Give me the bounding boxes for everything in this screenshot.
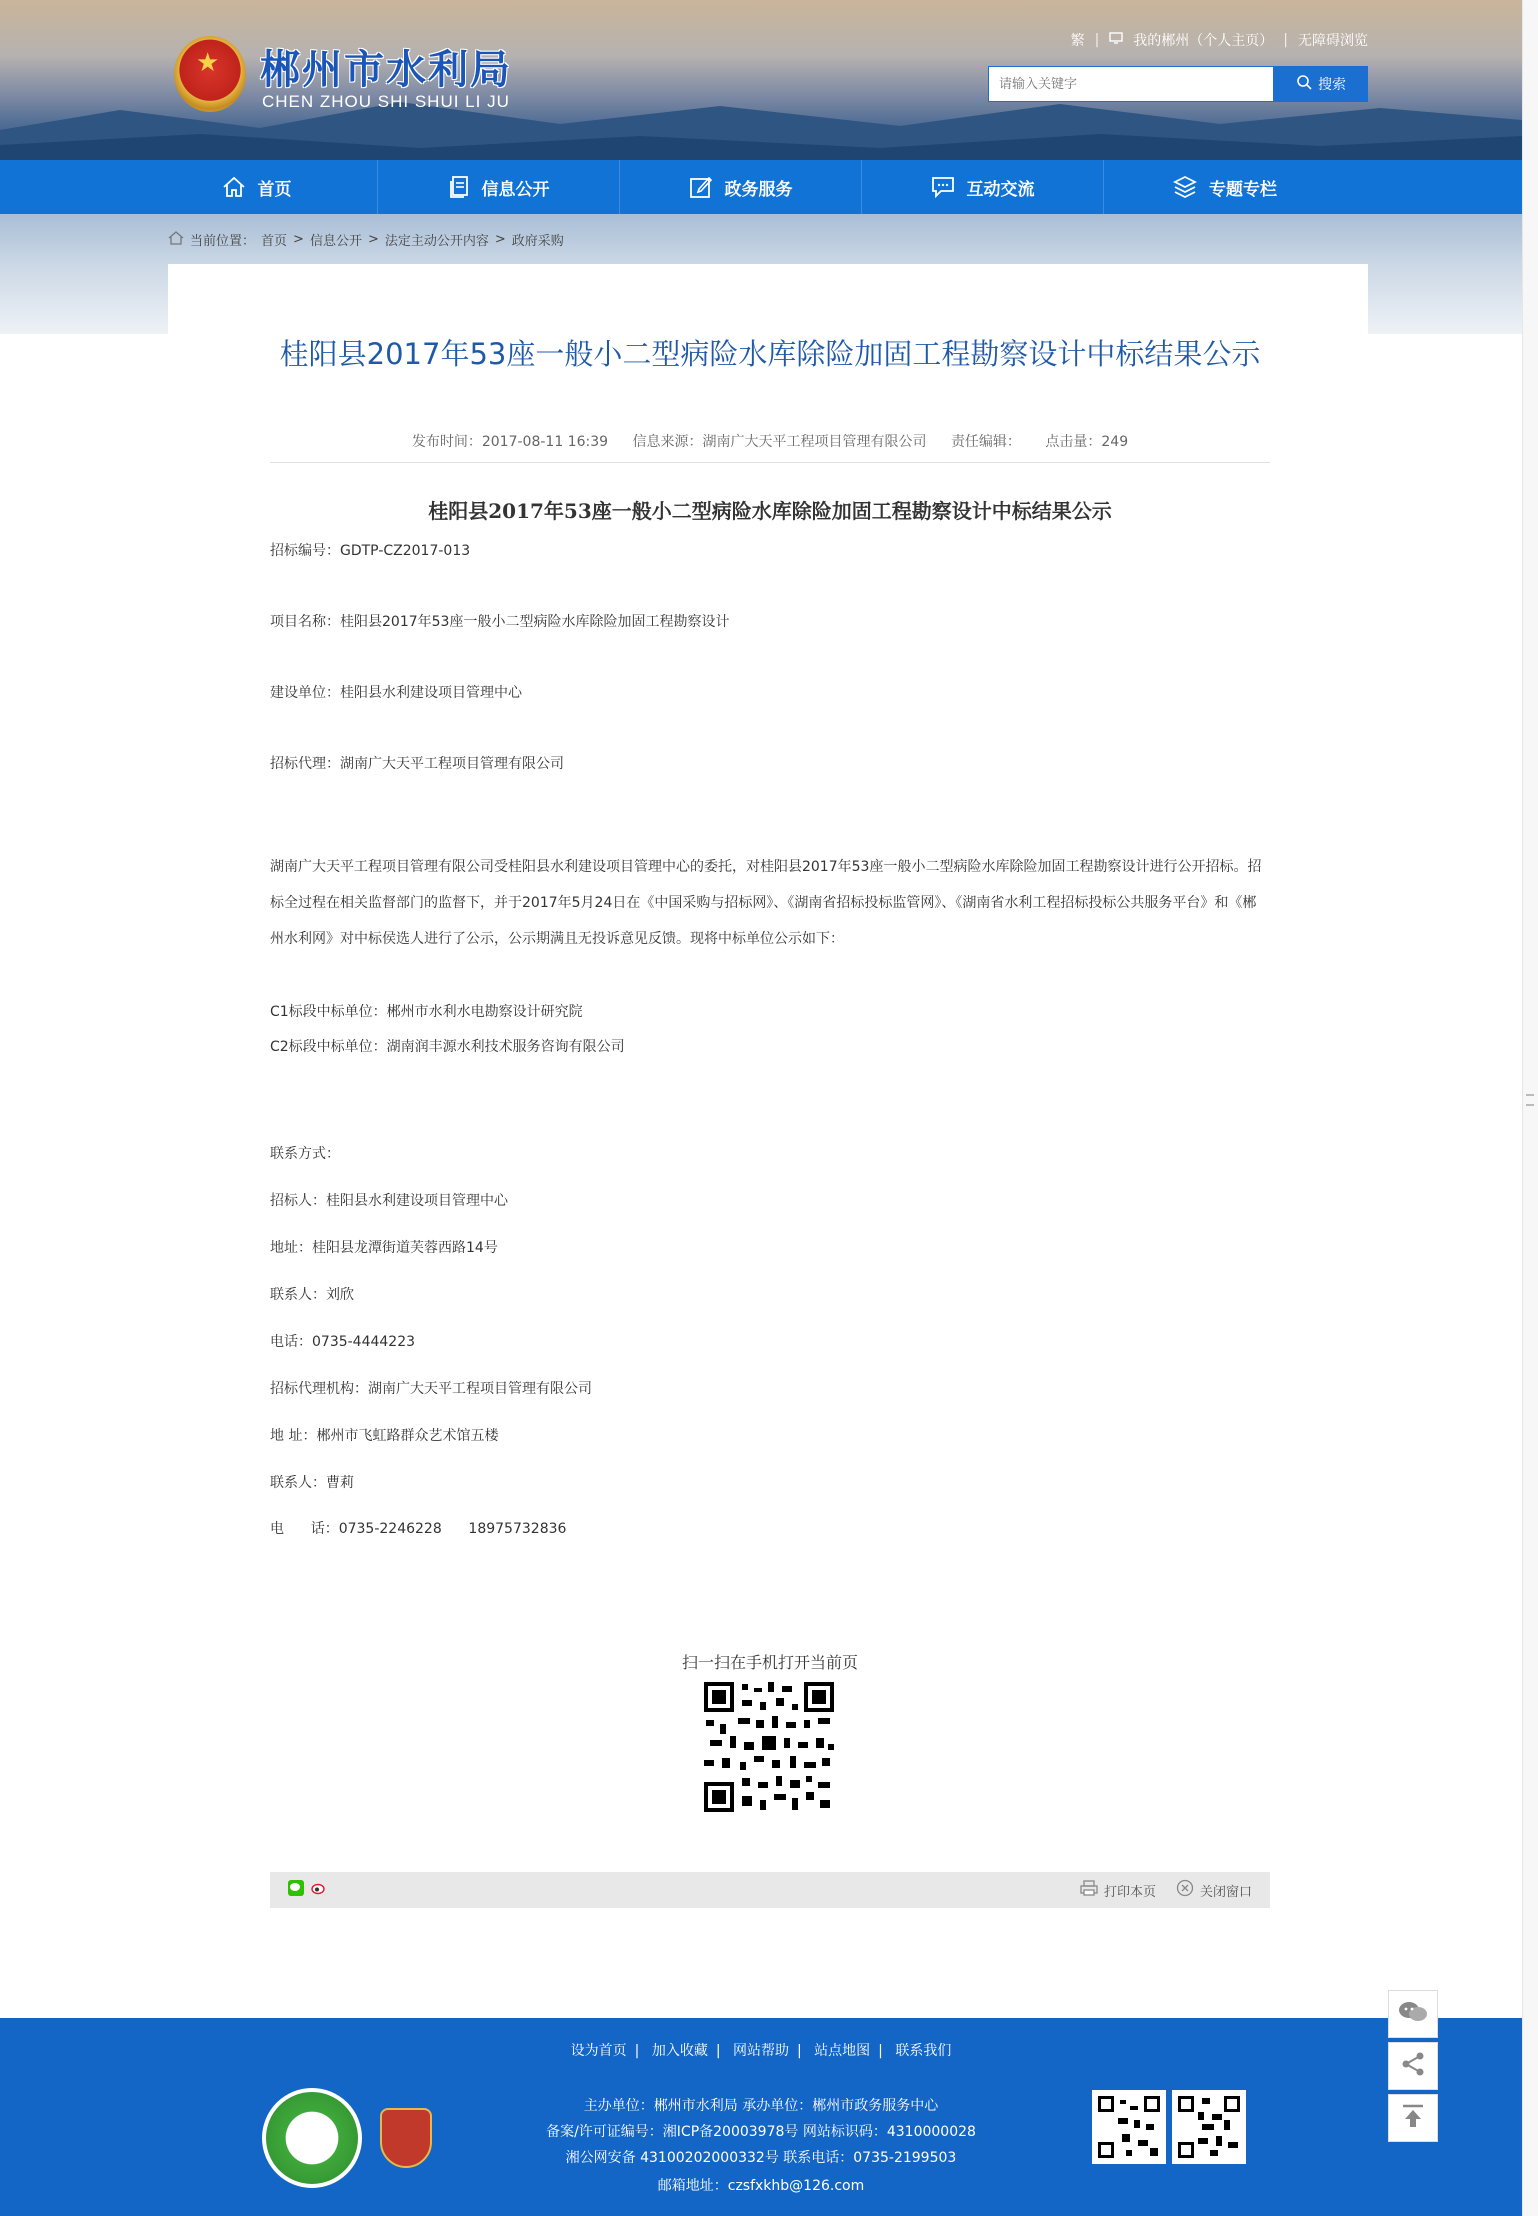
printer-icon [1080, 1879, 1098, 1901]
footer-link-set-homepage[interactable]: 设为首页 [570, 2043, 627, 2059]
breadcrumb-gov-procurement[interactable]: 政府采购 [511, 234, 564, 249]
breadcrumb [168, 230, 564, 249]
nav-item-gov-services[interactable] [620, 160, 862, 214]
main-nav [0, 160, 1522, 214]
nav-label: 首页 [257, 179, 292, 200]
bid-number: 招标编号：GDTP-CZ2017-013 [270, 543, 471, 559]
window-scrollbar[interactable] [1522, 0, 1538, 2216]
search-button-label: 搜索 [1318, 77, 1346, 93]
my-homepage-link[interactable]: 我的郴州（个人主页） [1133, 33, 1274, 49]
contact-line: 电话：0735-4444223 [270, 1334, 416, 1350]
search-input[interactable] [988, 66, 1274, 102]
close-icon [1176, 1879, 1194, 1901]
divider [270, 462, 1270, 463]
search-button[interactable] [1274, 66, 1368, 102]
footer-police: 湘公网安备 43100202000332号 联系电话：0735-2199503 [565, 2150, 957, 2166]
info-source: 信息来源：湖南广大天平工程项目管理有限公司 [632, 434, 927, 450]
construction-unit: 建设单位：桂阳县水利建设项目管理中心 [270, 685, 522, 701]
tender-agent: 招标代理：湖南广大天平工程项目管理有限公司 [270, 756, 564, 772]
separator: | [1283, 32, 1288, 48]
article-toolbar [270, 1872, 1270, 1908]
article-meta [270, 431, 1270, 451]
contact-heading: 联系方式： [270, 1146, 340, 1162]
project-name: 项目名称：桂阳县2017年53座一般小二型病险水库除险加固工程勘察设计 [270, 614, 730, 630]
winner-c1: C1标段中标单位：郴州市水利水电勘察设计研究院 [270, 1004, 583, 1020]
nav-label: 信息公开 [481, 179, 550, 200]
footer-link-help[interactable]: 网站帮助 [733, 2043, 789, 2059]
nav-item-special-topics[interactable] [1104, 160, 1346, 214]
site-footer [0, 2018, 1522, 2216]
site-subtitle: CHEN ZHOU SHI SHUI LI JU [262, 92, 510, 111]
contact-line: 联系人：刘欣 [270, 1287, 354, 1303]
view-count: 点击量：249 [1045, 434, 1129, 450]
scrollbar-grip[interactable] [1526, 1094, 1534, 1106]
contact-line: 电 话：0735-2246228 18975732836 [270, 1521, 567, 1537]
close-label: 关闭窗口 [1199, 1884, 1252, 1900]
float-share-button[interactable] [1388, 2042, 1438, 2090]
search-bar [988, 66, 1368, 102]
editor: 责任编辑： [950, 434, 1021, 450]
article-title: 桂阳县2017年53座一般小二型病险水库除险加固工程勘察设计中标结果公示 [279, 337, 1261, 371]
float-back-to-top-button[interactable] [1388, 2094, 1438, 2142]
contact-line: 地 址：郴州市飞虹路群众艺术馆五楼 [270, 1428, 499, 1444]
footer-sponsor: 主办单位：郴州市水利局 承办单位：郴州市政务服务中心 [583, 2098, 939, 2114]
weibo-share-icon[interactable] [310, 1880, 326, 1900]
monitor-icon [1109, 32, 1123, 48]
nav-label: 互动交流 [966, 179, 1035, 200]
nav-item-info-disclosure[interactable] [378, 160, 620, 214]
wechat-icon [1398, 2000, 1428, 2028]
breadcrumb-separator: > [367, 232, 379, 247]
site-title[interactable]: 郴州市水利局 [260, 47, 512, 93]
contact-line: 招标代理机构：湖南广大天平工程项目管理有限公司 [270, 1381, 592, 1397]
toolbar-actions [1080, 1879, 1252, 1901]
back-to-top-icon [1401, 2103, 1425, 2133]
contact-line: 招标人：桂阳县水利建设项目管理中心 [270, 1193, 508, 1209]
print-label: 打印本页 [1103, 1884, 1156, 1900]
breadcrumb-info-disclosure[interactable]: 信息公开 [309, 234, 362, 249]
breadcrumb-prefix: 当前位置： [190, 234, 256, 249]
breadcrumb-statutory-content[interactable]: 法定主动公开内容 [384, 234, 489, 249]
article-subtitle: 桂阳县2017年53座一般小二型病险水库除险加固工程勘察设计中标结果公示 [428, 499, 1112, 523]
share-buttons [288, 1880, 326, 1900]
close-window-button[interactable] [1176, 1879, 1252, 1901]
footer-links: 设为首页 | 加入收藏 | 网站帮助 | 站点地图 | 联系我们 [570, 2043, 952, 2059]
footer-email: 邮箱地址：czsfxkhb@126.com [657, 2178, 865, 2194]
search-icon [1296, 74, 1312, 94]
publish-time: 发布时间：2017-08-11 16:39 [411, 434, 609, 450]
site-header [0, 0, 1522, 160]
nav-item-home[interactable] [136, 160, 378, 214]
nav-label: 政务服务 [724, 179, 793, 200]
footer-qr-code [1172, 2090, 1246, 2164]
breadcrumb-separator: > [293, 232, 304, 247]
document-icon [448, 175, 470, 199]
layers-icon [1173, 175, 1197, 199]
footer-link-bookmark[interactable]: 加入收藏 [651, 2043, 708, 2059]
nav-item-interaction[interactable] [862, 160, 1104, 214]
footer-link-contact[interactable]: 联系我们 [895, 2043, 952, 2059]
breadcrumb-separator: > [494, 232, 506, 247]
home-icon [168, 231, 184, 249]
national-emblem-logo: ★ [174, 36, 246, 112]
print-page-button[interactable] [1080, 1879, 1156, 1901]
breadcrumb-home[interactable]: 首页 [261, 234, 288, 249]
qr-label: 扫一扫在手机打开当前页 [681, 1653, 858, 1672]
edit-icon [689, 175, 713, 199]
home-icon [222, 176, 246, 198]
accessibility-link[interactable]: 无障碍浏览 [1298, 33, 1368, 49]
nav-label: 专题专栏 [1209, 179, 1277, 200]
announcement-body: 湖南广大天平工程项目管理有限公司受桂阳县水利建设项目管理中心的委托，对桂阳县2017年53座一般小二型病险水库除险加固工程勘察设计进行公开招标。招标全过程在相关监督部门的监督下，并于2017年5月24日在《中国采购与招标网》、《湖南省招标投标监管网》、《湖南省水利工程招标投标公共服务平台》和《郴州水利网》对中标侯选人进行了公示，公示期满且无投诉意见反馈。现将中标单位公示如下： [270, 859, 1262, 947]
wechat-share-icon[interactable] [288, 1880, 304, 1900]
top-links [1071, 30, 1368, 50]
footer-link-sitemap[interactable]: 站点地图 [814, 2043, 871, 2059]
traditional-chinese-link[interactable]: 繁 [1070, 33, 1085, 49]
separator: | [1094, 32, 1100, 48]
footer-icp: 备案/许可证编号：湘ICP备20003978号 网站标识码：4310000028 [546, 2124, 976, 2140]
contact-line: 联系人：曹莉 [270, 1475, 354, 1491]
share-icon [1400, 2051, 1426, 2081]
float-wechat-button[interactable] [1388, 1990, 1438, 2038]
contact-line: 地址：桂阳县龙潭街道芙蓉西路14号 [270, 1240, 498, 1256]
page-qr-code [702, 1680, 836, 1814]
footer-qr-code [1092, 2090, 1166, 2164]
winner-c2: C2标段中标单位：湖南润丰源水利技术服务咨询有限公司 [270, 1039, 625, 1055]
chat-icon [931, 176, 955, 198]
